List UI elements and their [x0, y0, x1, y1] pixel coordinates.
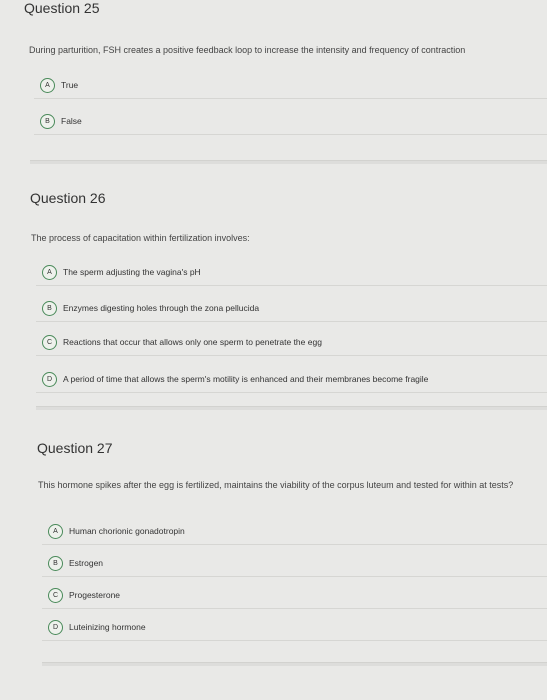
question-title: Question 27 [37, 440, 113, 456]
option-letter-badge: B [42, 301, 57, 316]
option-b[interactable] [42, 550, 547, 577]
option-label: Estrogen [69, 558, 104, 568]
option-a[interactable] [42, 518, 547, 545]
option-label: Progesterone [69, 590, 121, 600]
option-c[interactable] [42, 582, 547, 609]
option-letter-badge: B [48, 556, 63, 571]
option-letter-badge: A [42, 265, 57, 280]
question-text: The process of capacitation within fertilization involves: [31, 233, 250, 243]
divider [42, 662, 547, 666]
option-letter-badge: B [40, 114, 55, 129]
option-d[interactable] [36, 366, 547, 393]
question-title: Question 26 [30, 190, 106, 206]
option-letter-badge: D [48, 620, 63, 635]
option-label: The sperm adjusting the vagina's pH [63, 267, 201, 277]
option-label: True [61, 80, 79, 90]
option-letter-badge: C [48, 588, 63, 603]
option-label: A period of time that allows the sperm's motility is enhanced and their membranes become fragile [63, 374, 429, 384]
option-c[interactable] [36, 329, 547, 356]
option-a[interactable] [36, 259, 547, 286]
option-label: False [61, 116, 82, 126]
option-label: Enzymes digesting holes through the zona pellucida [63, 303, 260, 313]
option-letter-badge: C [42, 335, 57, 350]
divider [36, 406, 547, 410]
option-letter-badge: A [40, 78, 55, 93]
option-label: Luteinizing hormone [69, 622, 146, 632]
option-letter-badge: D [42, 372, 57, 387]
option-a[interactable] [34, 72, 547, 99]
option-b[interactable] [34, 108, 547, 135]
option-d[interactable] [42, 614, 547, 641]
option-b[interactable] [36, 295, 547, 322]
question-text: This hormone spikes after the egg is fertilized, maintains the viability of the corpus luteum and tested for within at tests? [38, 480, 514, 490]
option-letter-badge: A [48, 524, 63, 539]
question-title: Question 25 [24, 0, 100, 16]
option-label: Human chorionic gonadotropin [69, 526, 185, 536]
option-label: Reactions that occur that allows only one sperm to penetrate the egg [63, 337, 322, 347]
divider [30, 160, 547, 164]
question-text: During parturition, FSH creates a positive feedback loop to increase the intensity and frequency of contraction [29, 45, 466, 55]
